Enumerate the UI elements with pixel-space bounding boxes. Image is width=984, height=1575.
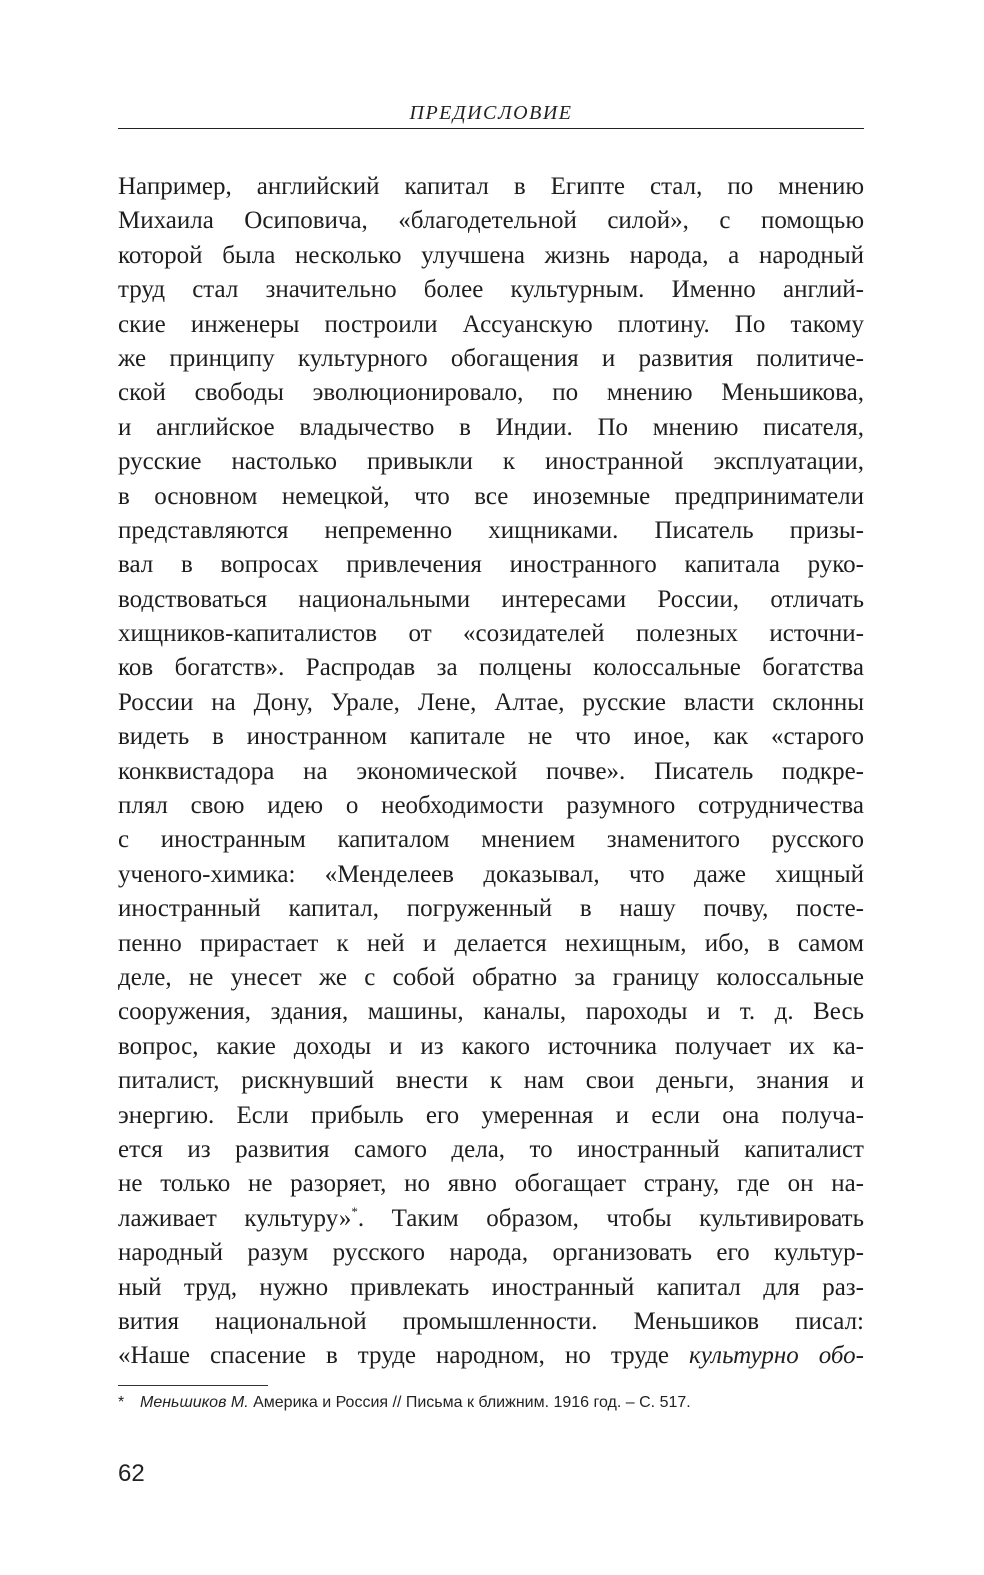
text-line-11: представляются непременно хищниками. Писатель призы- [118, 516, 864, 544]
text-line-16: России на Дону, Урале, Лене, Алтае, русские власти склонны [118, 688, 864, 716]
text-line-10: в основном немецкой, что все иноземные предприниматели [118, 482, 864, 510]
text-line-28: энергию. Если прибыль его умеренная и если она получа- [118, 1101, 864, 1129]
text-line-17: видеть в иностранном капитале не что иное, как «старого [118, 723, 864, 751]
text-line-3: которой была несколько улучшена жизнь народа, а народный [118, 241, 864, 269]
text-line-30: не только не разоряет, но явно обогащает страну, где он на- [118, 1170, 864, 1198]
text-line-35-regular: «Наше спасение в труде народном, но труде [118, 1342, 690, 1370]
footnote-rule [118, 1385, 268, 1386]
text-line-13: водствоваться национальными интересами России, отличать [118, 585, 864, 613]
text-line-6: же принципу культурного обогащения и развития политиче- [118, 344, 864, 372]
text-line-31-end: . Таким образом, чтобы культивировать [357, 1204, 864, 1232]
page-number: 62 [118, 1460, 145, 1487]
text-line-32: народный разум русского народа, организовать его культур- [118, 1239, 864, 1267]
body-text [118, 170, 864, 1374]
text-line-15: ков богатств». Распродав за полцены колоссальные богатства [118, 654, 864, 682]
text-line-20: с иностранным капиталом мнением знаменитого русского [118, 826, 864, 854]
text-line-5: ские инженеры построили Ассуанскую плотину. По такому [118, 310, 864, 338]
text-line-1: Например, английский капитал в Египте стал, по мнению [118, 173, 864, 200]
text-line-35-italic: культурно обо- [689, 1342, 864, 1370]
text-line-4: труд стал значительно более культурным. Именно англий- [118, 276, 864, 304]
text-line-21: ученого-химика: «Менделеев доказывал, что даже хищный [118, 860, 864, 888]
text-line-25: сооружения, здания, машины, каналы, пароходы и т. д. Весь [118, 998, 864, 1026]
text-line-34: вития национальной промышленности. Меньшиков писал: [118, 1307, 864, 1335]
text-line-23: пенно прирастает к ней и делается нехищным, ибо, в самом [118, 929, 864, 957]
footnote [118, 1391, 864, 1415]
text-line-29: ется из развития самого дела, то иностранный капиталист [118, 1135, 864, 1163]
text-line-24: деле, не унесет же с собой обратно за границу колоссальные [118, 963, 864, 991]
text-line-22: иностранный капитал, погруженный в нашу почву, посте- [118, 895, 864, 923]
text-line-35 [118, 1339, 864, 1373]
text-line-9: русские настолько привыкли к иностранной эксплуатации, [118, 448, 864, 476]
footnote-author: Меньшиков М. [140, 1394, 249, 1411]
text-line-2: Михаила Осиповича, «благодетельной силой», с помощью [118, 207, 864, 235]
text-line-33: ный труд, нужно привлекать иностранный капитал для раз- [118, 1273, 864, 1301]
header-rule [118, 128, 864, 129]
text-line-7: ской свободы эволюционировало, по мнению Меньшикова, [118, 379, 864, 407]
footnote-text: Америка и Россия // Письма к ближним. 1916 год. – С. 517. [248, 1394, 691, 1411]
text-line-14: хищников-капиталистов от «созидателей полезных источни- [118, 620, 864, 648]
text-line-12: вал в вопросах привлечения иностранного капитала руко- [118, 551, 864, 579]
text-line-26: вопрос, какие доходы и из какого источника получает их ка- [118, 1032, 864, 1060]
text-line-27: питалист, рискнувший внести к нам свои деньги, знания и [118, 1067, 864, 1095]
footnote-mark: * [118, 1394, 125, 1411]
text-line-19: плял свою идею о необходимости разумного сотрудничества [118, 792, 864, 820]
text-line-18: конквистадора на экономической почве». Писатель подкре- [118, 757, 864, 785]
text-line-8: и английское владычество в Индии. По мнению писателя, [118, 413, 864, 441]
text-line-31-start: лаживает культуру» [118, 1204, 352, 1232]
text-line-31 [118, 1202, 864, 1236]
footnote-reference: * [351, 1203, 358, 1219]
running-header: ПРЕДИСЛОВИЕ [409, 102, 573, 124]
